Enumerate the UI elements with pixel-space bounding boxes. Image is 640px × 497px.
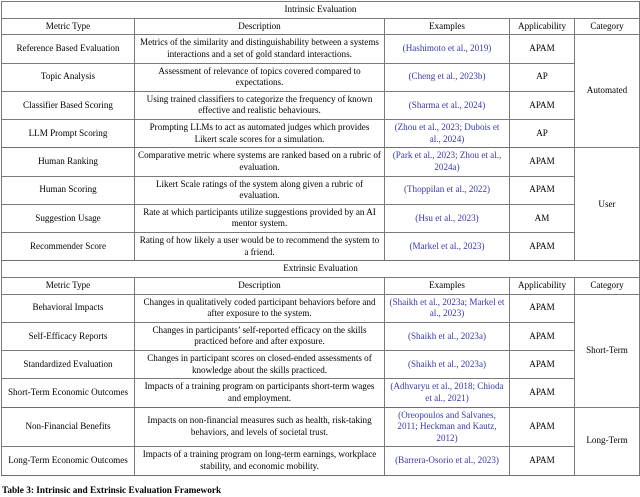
cell-description: Comparative metric where systems are ranked based on a rubric of evaluation. (135, 148, 385, 176)
cell-metric-type: Behavioral Impacts (2, 294, 135, 322)
cell-description: Impacts of a training program on participants short-term wages and employment. (135, 379, 385, 407)
cell-description: Changes in participants’ self-reported efficacy on the skills practiced before and after exposure. (135, 322, 385, 350)
column-header-examples: Examples (385, 18, 510, 35)
cell-metric-type: Topic Analysis (2, 63, 135, 91)
cell-examples[interactable]: (Shaikh et al., 2023a; Markel et al., 2023) (385, 294, 510, 322)
cell-metric-type: Short-Term Economic Outcomes (2, 379, 135, 407)
table-row (2, 148, 640, 176)
cell-metric-type: Recommender Score (2, 233, 135, 261)
cell-applicability: APAM (510, 294, 575, 322)
column-header-metric-type: Metric Type (2, 277, 135, 294)
cell-examples[interactable]: (Barrera-Osorio et al., 2023) (385, 447, 510, 475)
cell-examples[interactable]: (Shaikh et al., 2023a) (385, 322, 510, 350)
cell-description: Using trained classifiers to categorize the frequency of known effective and realistic behaviours. (135, 91, 385, 119)
cell-applicability: APAM (510, 233, 575, 261)
cell-description: Changes in qualitatively coded participant behaviors before and after exposure to the system. (135, 294, 385, 322)
caption-label: Table 3: (2, 485, 34, 496)
cell-applicability: APAM (510, 351, 575, 379)
cell-description: Rating of how likely a user would be to recommend the system to a friend. (135, 233, 385, 261)
column-header-category: Category (575, 277, 640, 294)
evaluation-table (1, 1, 640, 476)
table-row (2, 120, 640, 148)
table-row (2, 407, 640, 447)
cell-applicability: APAM (510, 447, 575, 475)
cell-applicability: APAM (510, 91, 575, 119)
cell-examples[interactable]: (Hashimoto et al., 2019) (385, 35, 510, 63)
cell-metric-type: Human Scoring (2, 176, 135, 204)
column-header-description: Description (135, 18, 385, 35)
table-row (2, 233, 640, 261)
cell-applicability: APAM (510, 322, 575, 350)
section-title-row-extrinsic (2, 261, 640, 278)
cell-examples[interactable]: (Markel et al., 2023) (385, 233, 510, 261)
column-header-category: Category (575, 18, 640, 35)
cell-metric-type: Long-Term Economic Outcomes (2, 447, 135, 475)
cell-examples[interactable]: (Thoppilan et al., 2022) (385, 176, 510, 204)
cell-metric-type: Non-Financial Benefits (2, 407, 135, 447)
cell-applicability: AP (510, 63, 575, 91)
cell-category: Long-Term (575, 407, 640, 475)
cell-description: Likert Scale ratings of the system along given a rubric of evaluation. (135, 176, 385, 204)
table-page (0, 1, 640, 497)
column-header-applicability: Applicability (510, 18, 575, 35)
cell-examples[interactable]: (Oreopoulos and Salvanes, 2011; Heckman and Kautz, 2012) (385, 407, 510, 447)
cell-category: Automated (575, 35, 640, 148)
cell-metric-type: Standardized Evaluation (2, 351, 135, 379)
cell-examples[interactable]: (Adhvaryu et al., 2018; Chioda et al., 2021) (385, 379, 510, 407)
cell-description: Metrics of the similarity and distinguishability between a systems interactions and a set of gold standard interactions. (135, 35, 385, 63)
table-row (2, 379, 640, 407)
cell-metric-type: Self-Efficacy Reports (2, 322, 135, 350)
table-row (2, 447, 640, 475)
cell-examples[interactable]: (Hsu et al., 2023) (385, 204, 510, 232)
cell-description: Rate at which participants utilize suggestions provided by an AI mentor system. (135, 204, 385, 232)
column-header-row-extrinsic (2, 277, 640, 294)
cell-applicability: AP (510, 120, 575, 148)
cell-applicability: APAM (510, 35, 575, 63)
column-header-metric-type: Metric Type (2, 18, 135, 35)
section-title-row-intrinsic (2, 2, 640, 19)
cell-applicability: AM (510, 204, 575, 232)
cell-applicability: APAM (510, 379, 575, 407)
cell-applicability: APAM (510, 407, 575, 447)
column-header-description: Description (135, 277, 385, 294)
column-header-applicability: Applicability (510, 277, 575, 294)
table-row (2, 35, 640, 63)
cell-metric-type: Human Ranking (2, 148, 135, 176)
cell-metric-type: Reference Based Evaluation (2, 35, 135, 63)
cell-examples[interactable]: (Sharma et al., 2024) (385, 91, 510, 119)
table-row (2, 91, 640, 119)
cell-description: Prompting LLMs to act as automated judges which provides Likert scale scores for a simulation. (135, 120, 385, 148)
caption-text: Intrinsic and Extrinsic Evaluation Framework (36, 485, 222, 496)
cell-applicability: APAM (510, 176, 575, 204)
cell-examples[interactable]: (Cheng et al., 2023b) (385, 63, 510, 91)
cell-metric-type: Suggestion Usage (2, 204, 135, 232)
cell-metric-type: LLM Prompt Scoring (2, 120, 135, 148)
cell-category: User (575, 148, 640, 261)
cell-description: Assessment of relevance of topics covered compared to expectations. (135, 63, 385, 91)
cell-category: Short-Term (575, 294, 640, 407)
table-body (2, 2, 640, 476)
table-row (2, 351, 640, 379)
section-title-extrinsic: Extrinsic Evaluation (2, 261, 640, 278)
column-header-row-intrinsic (2, 18, 640, 35)
table-row (2, 63, 640, 91)
cell-examples[interactable]: (Zhou et al., 2023; Dubois et al., 2024) (385, 120, 510, 148)
table-row (2, 294, 640, 322)
cell-description: Impacts of a training program on long-term earnings, workplace stability, and economic mobility. (135, 447, 385, 475)
table-row (2, 204, 640, 232)
cell-applicability: APAM (510, 148, 575, 176)
table-row (2, 176, 640, 204)
table-row (2, 322, 640, 350)
cell-examples[interactable]: (Park et al., 2023; Zhou et al., 2024a) (385, 148, 510, 176)
cell-metric-type: Classifier Based Scoring (2, 91, 135, 119)
cell-examples[interactable]: (Shaikh et al., 2023a) (385, 351, 510, 379)
cell-description: Impacts on non-financial measures such as health, risk-taking behaviors, and levels of societal trust. (135, 407, 385, 447)
section-title-intrinsic: Intrinsic Evaluation (2, 2, 640, 19)
cell-description: Changes in participant scores on closed-ended assessments of knowledge about the skills practiced. (135, 351, 385, 379)
column-header-examples: Examples (385, 277, 510, 294)
